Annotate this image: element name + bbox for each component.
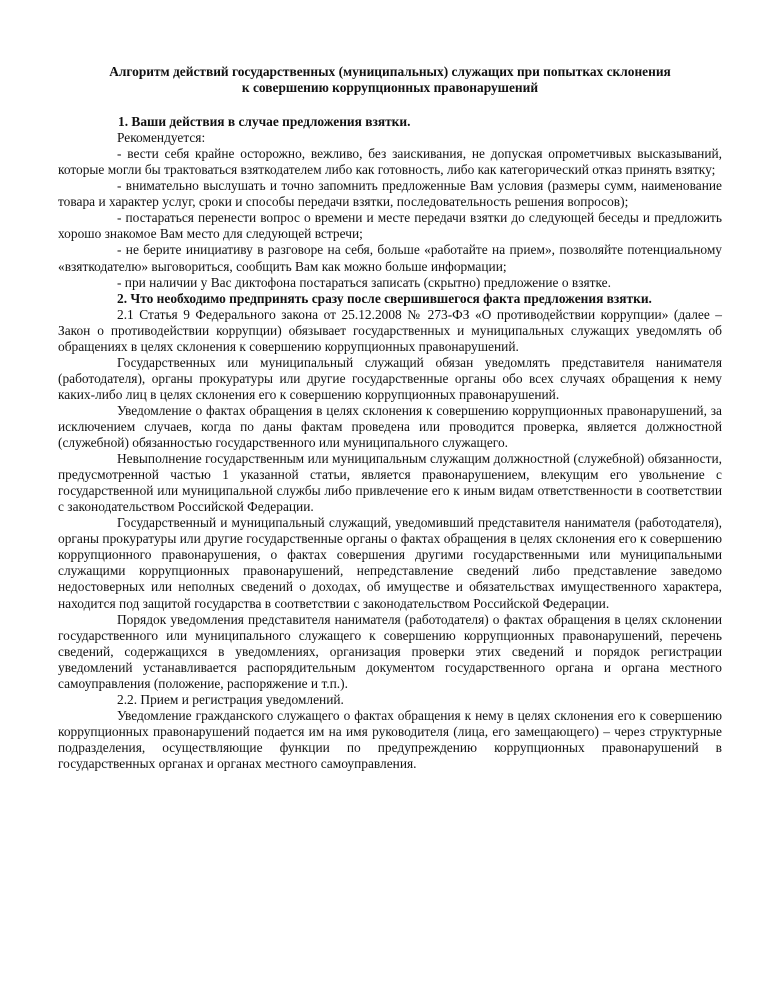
section-2-paragraph-5: Государственный и муниципальный служащий, уведомивший представителя нанимателя (работодателя), органы прокуратуры или другие государственные органы о фактах обращения в целях склонения его к совершению коррупционного правонарушения, о фактах совершения другими государственными или муниципальными служащими коррупционных правонарушений, непредставление сведений либо представление заведомо недостоверных или неполных сведений о доходах, об имуществе и обязательствах имущественного характера, находится под защитой государства в соответствии с законодательством Российской Федерации. [58, 515, 722, 611]
section-1-item-2: - внимательно выслушать и точно запомнить предложенные Вам условия (размеры сумм, наименование товара и характер услуг, сроки и способы передачи взятки, последовательность решения вопросов); [58, 178, 722, 210]
section-2-paragraph-3: Уведомление о фактах обращения в целях склонения к совершению коррупционных правонарушений, за исключением случаев, когда по даны фактам проведена или проводится проверка, является должностной (служебной) обязанностью государственного или муниципального служащего. [58, 402, 722, 451]
section-2-2-paragraph-1: Уведомление гражданского служащего о фактах обращения к нему в целях склонения его к совершению коррупционных правонарушений подается им на имя руководителя (лица, его замещающего) – через структурные подразделения, осуществляющие функции по предупреждению коррупционных правонарушений в государственных органах и органах местного самоуправления. [58, 707, 722, 771]
section-2-paragraph-2: Государственных или муниципальный служащий обязан уведомлять представителя нанимателя (работодателя), органы прокуратуры или другие государственные органы обо всех случаях обращения к нему каких-либо лиц в целях склонения его к совершению коррупционных правонарушений. [58, 354, 722, 402]
section-1-recommended: Рекомендуется: [117, 130, 206, 146]
title-line-1: Алгоритм действий государственных (муниципальных) служащих при попытках склонения [109, 64, 671, 79]
section-1-item-5: - при наличии у Вас диктофона постараться записать (скрытно) предложение о взятке. [117, 274, 611, 290]
section-2-paragraph-1: 2.1 Статья 9 Федерального закона от 25.12.2008 № 273-ФЗ «О противодействии коррупции» (далее – Закон о противодействии коррупции) обязывает государственных и муниципальных служащих уведомлять об обращениях в целях склонения к совершению коррупционных правонарушений. [58, 306, 722, 354]
section-1-item-4: - не берите инициативу в разговоре на себя, больше «работайте на прием», позволяйте потенциальному «взяткодателю» выговориться, сообщить Вам как можно больше информации; [58, 242, 722, 274]
section-1-item-3: - постараться перенести вопрос о времени и месте передачи взятки до следующей беседы и предложить хорошо знакомое Вам место для следующей встречи; [58, 210, 722, 242]
section-2-2-heading: 2.2. Прием и регистрация уведомлений. [117, 691, 344, 707]
section-2-heading: 2. Что необходимо предпринять сразу после свершившегося факта предложения взятки. [117, 290, 652, 306]
title-line-2: к совершению коррупционных правонарушений [241, 80, 539, 96]
section-1-heading: 1. Ваши действия в случае предложения взятки. [118, 114, 411, 130]
document-title [58, 64, 722, 96]
section-2-paragraph-6: Порядок уведомления представителя нанимателя (работодателя) о фактах обращения в целях склонении государственного или муниципального служащего к совершению коррупционных правонарушений, перечень сведений, содержащихся в уведомлениях, организация проверки этих сведений и порядок регистрации уведомлений устанавливается распорядительным документом государственного органа и органа местного самоуправления (положение, распоряжение и т.п.). [58, 611, 722, 691]
section-2-paragraph-4: Невыполнение государственным или муниципальным служащим должностной (служебной) обязанности, предусмотренной частью 1 указанной статьи, является правонарушением, влекущим его увольнение с государственной или муниципальной службы либо привлечение его к иным видам ответственности в соответствии с законодательством Российской Федерации. [58, 451, 722, 515]
section-1-item-1: - вести себя крайне осторожно, вежливо, без заискивания, не допуская опрометчивых высказываний, которые могли бы трактоваться взяткодателем либо как готовность, либо как категорический отказ принять взятку; [58, 146, 722, 178]
